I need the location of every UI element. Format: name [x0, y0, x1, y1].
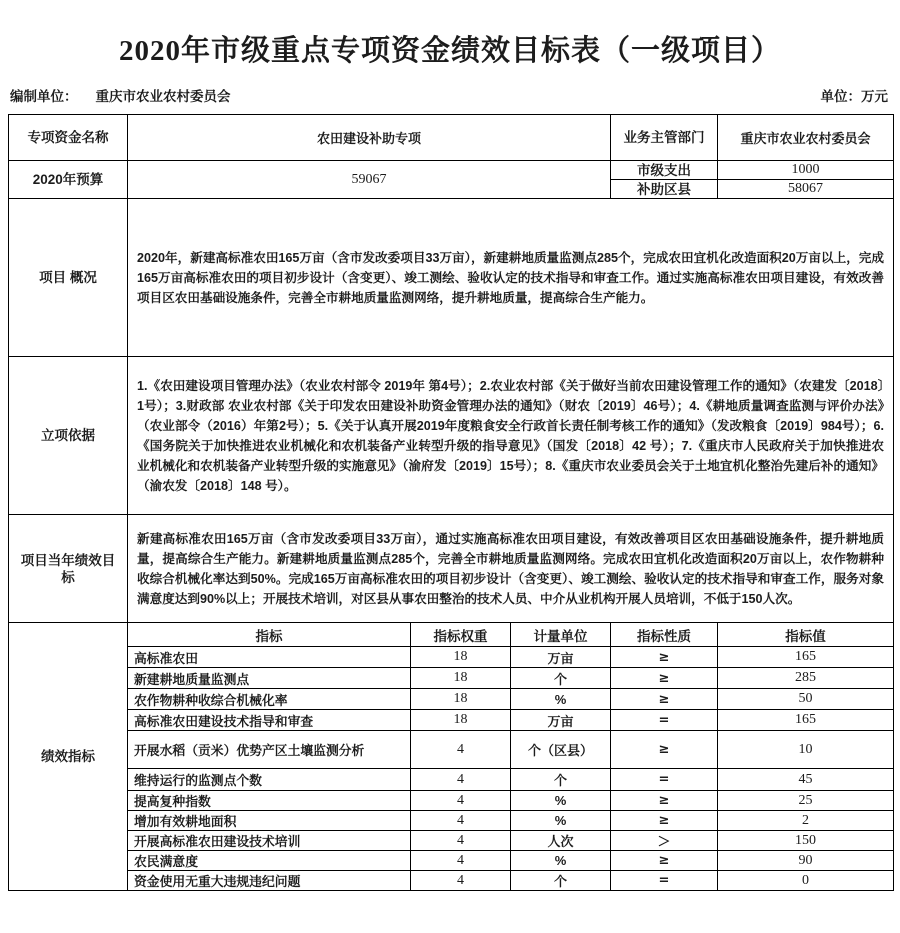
indicator-weight: 4 [411, 871, 511, 891]
overview-text: 2020年，新建高标准农田165万亩（含市发改委项目33万亩），新建耕地质量监测点285个，完成农田宜机化改造面积20万亩以上，完成165万亩高标准农田的项目初步设计（含变更）、竣工测绘、验收认定的技术指导和审查工作。通过实施高标准农田项目建设，有效改善项目区农田基础设施条件，完善全市耕地质量监测网络，提升耕地质量，提高综合生产能力。 [128, 199, 894, 357]
unit-label: 单位：万元 [820, 89, 888, 104]
main-table [8, 114, 893, 891]
dept-label: 业务主管部门 [611, 115, 718, 161]
page-title: 2020年市级重点专项资金绩效目标表（一级项目） [118, 35, 781, 67]
prepared-by-label: 编制单位： [10, 89, 78, 104]
indicator-nature: = [611, 871, 718, 891]
indicator-weight: 18 [411, 689, 511, 710]
indicator-weight: 18 [411, 647, 511, 668]
budget-value: 59067 [128, 161, 611, 199]
indicator-row [9, 831, 894, 851]
indicator-unit: % [511, 791, 611, 811]
indicator-row [9, 769, 894, 791]
meta-row [10, 85, 888, 105]
indicator-unit: % [511, 689, 611, 710]
indicator-weight: 4 [411, 851, 511, 871]
indicator-weight: 4 [411, 791, 511, 811]
indicator-name: 开展高标准农田建设技术培训 [128, 831, 411, 851]
indicator-unit: 个 [511, 668, 611, 689]
indicator-row [9, 871, 894, 891]
indicator-weight: 18 [411, 710, 511, 731]
annual-goal-label: 项目当年绩效目标 [9, 515, 128, 623]
unit-col-header: 计量单位 [511, 623, 611, 647]
indicator-nature: ≥ [611, 668, 718, 689]
indicator-name: 开展水稻（贡米）优势产区土壤监测分析 [128, 731, 411, 769]
indicator-nature: ≥ [611, 791, 718, 811]
indicator-name: 增加有效耕地面积 [128, 811, 411, 831]
indicator-name: 提高复种指数 [128, 791, 411, 811]
indicator-value: 165 [718, 710, 894, 731]
indicator-value: 2 [718, 811, 894, 831]
indicator-value: 10 [718, 731, 894, 769]
document-page [0, 34, 900, 933]
indicator-weight: 4 [411, 811, 511, 831]
indicators-table [8, 622, 894, 891]
indicator-unit: 个 [511, 769, 611, 791]
dept-value: 重庆市农业农村委员会 [718, 115, 894, 161]
indicator-nature: ＞ [611, 831, 718, 851]
indicator-weight: 4 [411, 769, 511, 791]
indicator-nature: ≥ [611, 689, 718, 710]
description-table [8, 198, 894, 623]
county-subsidy-value: 58067 [718, 180, 894, 199]
indicator-row [9, 668, 894, 689]
indicators-label: 绩效指标 [9, 623, 128, 891]
indicator-value: 150 [718, 831, 894, 851]
indicator-nature: = [611, 710, 718, 731]
indicator-value: 285 [718, 668, 894, 689]
indicator-nature: ≥ [611, 647, 718, 668]
indicator-nature: ≥ [611, 851, 718, 871]
indicator-row [9, 689, 894, 710]
indicator-value: 90 [718, 851, 894, 871]
indicator-name: 农民满意度 [128, 851, 411, 871]
indicator-value: 25 [718, 791, 894, 811]
indicator-name: 农作物耕种收综合机械化率 [128, 689, 411, 710]
fund-info-table [8, 114, 894, 199]
indicator-nature: ≥ [611, 731, 718, 769]
city-expense-label: 市级支出 [611, 161, 718, 180]
indicator-col-header: 指标 [128, 623, 411, 647]
indicator-unit: 万亩 [511, 710, 611, 731]
indicator-row [9, 851, 894, 871]
weight-col-header: 指标权重 [411, 623, 511, 647]
indicator-value: 165 [718, 647, 894, 668]
indicator-weight: 4 [411, 731, 511, 769]
indicator-name: 新建耕地质量监测点 [128, 668, 411, 689]
fund-name-value: 农田建设补助专项 [128, 115, 611, 161]
indicator-row [9, 731, 894, 769]
indicator-name: 维持运行的监测点个数 [128, 769, 411, 791]
indicator-row [9, 791, 894, 811]
basis-label: 立项依据 [9, 357, 128, 515]
indicator-weight: 4 [411, 831, 511, 851]
indicator-unit: 个（区县） [511, 731, 611, 769]
nature-col-header: 指标性质 [611, 623, 718, 647]
indicator-value: 45 [718, 769, 894, 791]
indicator-unit: 人次 [511, 831, 611, 851]
fund-name-label: 专项资金名称 [9, 115, 128, 161]
city-expense-value: 1000 [718, 161, 894, 180]
indicator-nature: ≥ [611, 811, 718, 831]
prepared-by [10, 85, 231, 105]
overview-label: 项目 概况 [9, 199, 128, 357]
prepared-by-value: 重庆市农业农村委员会 [95, 89, 231, 104]
indicator-name: 资金使用无重大违规违纪问题 [128, 871, 411, 891]
indicator-unit: % [511, 851, 611, 871]
indicator-row [9, 710, 894, 731]
indicator-nature: = [611, 769, 718, 791]
indicator-unit: 万亩 [511, 647, 611, 668]
indicator-value: 0 [718, 871, 894, 891]
indicator-name: 高标准农田建设技术指导和审查 [128, 710, 411, 731]
budget-label: 2020年预算 [9, 161, 128, 199]
indicator-unit: % [511, 811, 611, 831]
indicator-row [9, 647, 894, 668]
value-col-header: 指标值 [718, 623, 894, 647]
basis-text: 1.《农田建设项目管理办法》（农业农村部令 2019年 第4号）；2.农业农村部《关于做好当前农田建设管理工作的通知》（农建发〔2018〕1号）；3.财政部 农业农村部《关于印发农田建设补助资金管理办法的通知》（财农〔2019〕46号）；4.《耕地质量调查监测与评价办法》（农业部令（2016）年第2号）；5.《关于认真开展2019年度粮食安全行政首长责任制考核工作的通知》（发改粮食〔2019〕984号）；6.《国务院关于加快推进农业机械化和农机装备产业转型升级的指导意见》（国发〔2018〕42 号）；7.《重庆市人民政府关于加快推进农业机械化和农机装备产业转型升级的实施意见》（渝府发〔2019〕15号）；8.《重庆市农业委员会关于土地宜机化整治先建后补的通知》（渝农发〔2018〕148 号）。 [128, 357, 894, 515]
indicator-unit: 个 [511, 871, 611, 891]
county-subsidy-label: 补助区县 [611, 180, 718, 199]
indicator-value: 50 [718, 689, 894, 710]
indicator-name: 高标准农田 [128, 647, 411, 668]
indicator-weight: 18 [411, 668, 511, 689]
indicator-row [9, 811, 894, 831]
annual-goal-text: 新建高标准农田165万亩（含市发改委项目33万亩），通过实施高标准农田项目建设，有效改善项目区农田基础设施条件，提升耕地质量，提高综合生产能力。新建耕地质量监测点285个，完善全市耕地质量监测网络。完成农田宜机化改造面积20万亩以上，农作物耕种收综合机械化率达到50%。完成165万亩高标准农田的项目初步设计（含变更）、竣工测绘、验收认定的技术指导和审查工作，服务对象满意度达到90%以上；开展技术培训，对区县从事农田整治的技术人员、中介从业机构开展人员培训，不低于150人次。 [128, 515, 894, 623]
